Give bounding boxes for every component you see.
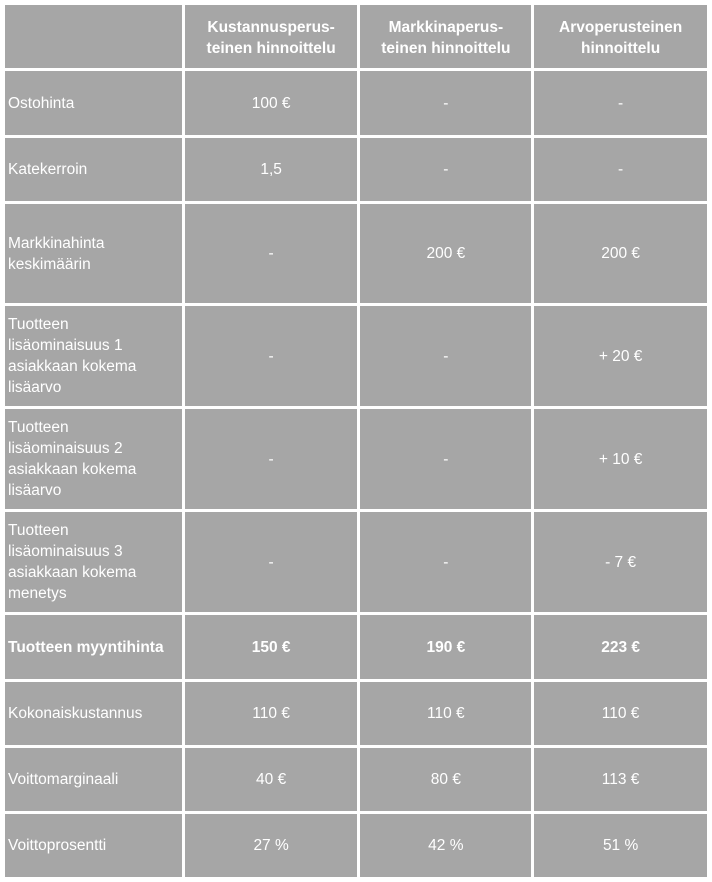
table-row <box>5 814 707 877</box>
table-row <box>5 748 707 811</box>
cell-value-based: + 10 € <box>534 409 707 509</box>
cell-cost-based: 40 € <box>185 748 358 811</box>
cell-cost-based: - <box>185 512 358 612</box>
cell-cost-based: 100 € <box>185 71 358 135</box>
cell-market-based: - <box>360 512 531 612</box>
header-value-based-pricing: Arvoperusteinen hinnoittelu <box>534 5 707 68</box>
cell-cost-based: - <box>185 306 358 406</box>
cell-market-based: - <box>360 138 531 201</box>
cell-market-based: 200 € <box>360 204 531 303</box>
row-label: Voittoprosentti <box>5 814 182 877</box>
cell-market-based: 190 € <box>360 615 531 679</box>
table-row-total <box>5 615 707 679</box>
cell-value-based: 113 € <box>534 748 707 811</box>
cell-cost-based: 150 € <box>185 615 358 679</box>
row-label: Voittomarginaali <box>5 748 182 811</box>
header-market-based-pricing: Markkinaperus- teinen hinnoittelu <box>360 5 531 68</box>
pricing-comparison-table <box>2 2 710 880</box>
table-row <box>5 204 707 303</box>
row-label: Tuotteen lisäominaisuus 3 asiakkaan kokema menetys <box>5 512 182 612</box>
cell-value-based: 110 € <box>534 682 707 745</box>
cell-value-based: 200 € <box>534 204 707 303</box>
cell-cost-based: - <box>185 409 358 509</box>
header-corner-cell <box>5 5 182 68</box>
row-label: Ostohinta <box>5 71 182 135</box>
row-label: Katekerroin <box>5 138 182 201</box>
cell-value-based: + 20 € <box>534 306 707 406</box>
table-row <box>5 71 707 135</box>
cell-value-based: 51 % <box>534 814 707 877</box>
cell-cost-based: 110 € <box>185 682 358 745</box>
cell-market-based: - <box>360 71 531 135</box>
header-row <box>5 5 707 68</box>
cell-value-based: 223 € <box>534 615 707 679</box>
row-label: Tuotteen myyntihinta <box>5 615 182 679</box>
table-row <box>5 682 707 745</box>
cell-market-based: 110 € <box>360 682 531 745</box>
cell-market-based: 80 € <box>360 748 531 811</box>
cell-value-based: - 7 € <box>534 512 707 612</box>
cell-cost-based: 1,5 <box>185 138 358 201</box>
header-cost-based-pricing: Kustannusperus- teinen hinnoittelu <box>185 5 358 68</box>
row-label: Kokonaiskustannus <box>5 682 182 745</box>
row-label: Tuotteen lisäominaisuus 1 asiakkaan kokema lisäarvo <box>5 306 182 406</box>
table-row <box>5 138 707 201</box>
cell-value-based: - <box>534 71 707 135</box>
cell-market-based: 42 % <box>360 814 531 877</box>
cell-cost-based: - <box>185 204 358 303</box>
cell-market-based: - <box>360 409 531 509</box>
table-row <box>5 409 707 509</box>
row-label: Markkinahinta keskimäärin <box>5 204 182 303</box>
cell-value-based: - <box>534 138 707 201</box>
row-label: Tuotteen lisäominaisuus 2 asiakkaan kokema lisäarvo <box>5 409 182 509</box>
table-row <box>5 512 707 612</box>
cell-market-based: - <box>360 306 531 406</box>
pricing-comparison-table-container <box>5 5 708 880</box>
table-row <box>5 306 707 406</box>
cell-cost-based: 27 % <box>185 814 358 877</box>
